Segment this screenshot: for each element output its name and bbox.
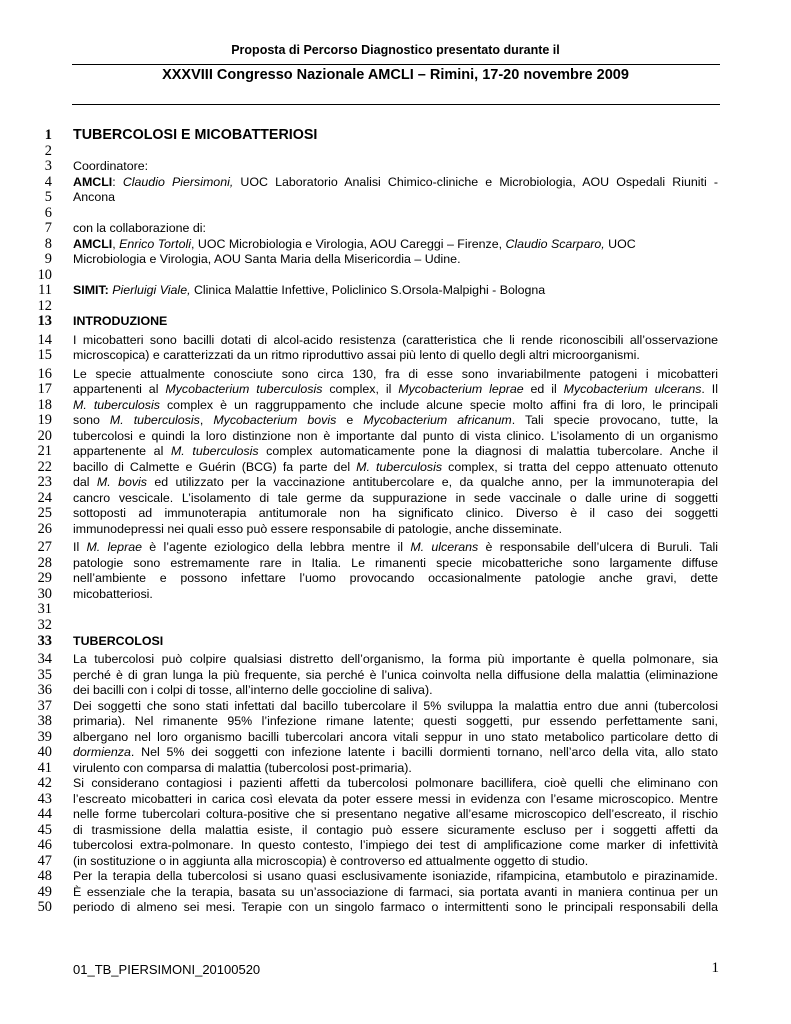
line-number: 41 [37,759,52,776]
line-text [73,367,718,383]
line-number: 50 [37,899,52,916]
text-line [0,602,791,618]
text-line [0,587,791,603]
line-number: 27 [37,539,52,556]
line-number: 37 [37,697,52,714]
text-line [0,730,791,746]
text-line [0,885,791,901]
line-number: 25 [37,505,52,522]
line-text [73,730,718,746]
line-number: 29 [37,570,52,587]
line-text [73,522,718,538]
line-text [73,382,718,398]
text-run: TUBERCOLOSI [73,633,164,648]
text-line [0,398,791,414]
text-line [0,429,791,445]
line-text [73,348,718,364]
line-number: 17 [37,381,52,398]
text-run: Ancona [73,190,116,205]
line-number: 13 [37,313,52,330]
text-run: Microbiologia e Virologia, AOU Santa Maria della Misericordia – Udine. [73,252,461,267]
text-line [0,823,791,839]
line-number: 38 [37,713,52,730]
line-number: 28 [37,554,52,571]
header-line-2: XXXVIII Congresso Nazionale AMCLI – Rimini, 17-20 novembre 2009 [162,67,629,83]
italic-text: Claudio Scarparo, [505,236,605,251]
text-line [0,683,791,699]
text-run: Coordinatore: [73,159,149,174]
line-text [73,745,718,761]
line-number: 9 [44,251,52,268]
text-run: I micobatteri sono bacilli dotati di alcol-acido resistenza (caratteristica che li rende riconoscibili all’osservazione [73,332,718,347]
text-line [0,506,791,522]
italic-text: Mycobacterium leprae [398,382,524,397]
line-number: 30 [37,585,52,602]
text-run: ed il [523,382,564,397]
italic-text: M. ulcerans [410,540,479,555]
line-text [73,823,718,839]
section-heading-line [0,634,791,650]
text-line [0,699,791,715]
text-line [0,333,791,349]
text-run: cancro vescicale. L’isolamento di tale germe da suppurazione in sede vaccinale o dalle urine di soggetti [73,490,718,505]
italic-text: M. bovis [96,475,147,490]
text-line [0,413,791,429]
text-run: complex, il [322,382,399,397]
line-text [73,634,718,650]
text-run: complex, si tratta del ceppo attenuato ottenuto [442,459,718,474]
text-line [0,900,791,916]
line-number: 36 [37,682,52,699]
italic-text: M. tuberculosis [109,413,200,428]
line-text [73,159,718,175]
text-run: Per la terapia della tubercolosi si usano quasi esclusivamente isoniazide, rifampicina, etambutolo e pirazinamide. [73,869,718,884]
text-line [0,869,791,885]
text-run: appartenente al [73,444,171,459]
text-run: Il [73,540,87,555]
line-text [73,838,718,854]
line-text [73,714,718,730]
text-line [0,159,791,175]
line-number: 11 [38,282,52,299]
text-line [0,556,791,572]
text-line [0,745,791,761]
line-text [73,491,718,507]
text-run: di trasmissione della malattia esiste, il contagio può essere sicuramente escluso per i soggetti affetti da [73,822,718,837]
text-line [0,761,791,777]
italic-text: Pierluigi Viale, [112,283,191,298]
text-line [0,252,791,268]
text-run: Dei soggetti che sono stati infettati dal bacillo tubercolare il 5% sviluppa la malattia entro due anni (tubercolosi [73,698,718,713]
line-text [73,571,718,587]
text-run: Clinica Malattie Infettive, Policlinico S.Orsola-Malpighi - Bologna [190,283,546,298]
line-text [73,807,718,823]
line-number: 34 [37,651,52,668]
line-text [73,587,718,603]
text-run: tubercolosi e quindi la loro distinzione non è importante dal punto di vista clinico. L’isolamento di un organismo [73,428,718,443]
text-run: tubercolosi extra-polmonare. In questo contesto, l’impiego dei test di amplificazione come marker di infettività [73,838,718,853]
text-run: è responsabile dell’ulcera di Buruli. Tali [478,540,719,555]
line-number: 8 [44,235,52,252]
text-run: , UOC Microbiologia e Virologia, AOU Careggi – Firenze, [190,236,506,251]
text-run: virulento con comparsa di malattia (tubercolosi post-primaria). [73,760,412,775]
line-number: 48 [37,868,52,885]
text-line [0,792,791,808]
text-run: primaria). Nel rimanente 95% l’infezione rimane latente; questi soggetti, pur essendo perfettamente sani, [73,714,718,729]
line-text [73,761,718,777]
line-number: 21 [37,443,52,460]
line-text [73,668,718,684]
italic-text: dormienza [73,745,131,760]
line-text [73,699,718,715]
text-line [0,283,791,299]
line-text [73,413,718,429]
text-run: patologie sono estremamente rare in Italia. Le rimanenti specie micobatteriche sono largamente diffuse [73,555,718,570]
text-line [0,571,791,587]
text-line [0,540,791,556]
line-text [73,900,718,916]
line-text [73,221,718,237]
text-run: dal [73,475,97,490]
line-text [73,652,718,668]
text-line [0,854,791,870]
line-text [73,252,718,268]
text-run: immunodepressi nei quali esso può essere responsabile di patologie, anche disseminate. [73,521,563,536]
text-line [0,367,791,383]
line-text [73,683,718,699]
line-number: 10 [37,266,52,283]
text-line [0,206,791,222]
text-line [0,237,791,253]
text-line [0,175,791,191]
line-number: 5 [44,189,52,206]
line-text [73,175,718,191]
line-number: 40 [37,744,52,761]
text-line [0,618,791,634]
section-heading-line [0,314,791,330]
italic-text: Claudio Piersimoni, [122,174,234,189]
footer-doc-id: 01_TB_PIERSIMONI_20100520 [73,962,261,977]
text-run: micobatteriosi. [73,586,153,601]
text-run: sono [73,413,110,428]
italic-text: Mycobacterium ulcerans [563,382,702,397]
document-body [0,128,791,916]
line-number: 14 [37,331,52,348]
line-number: 31 [37,601,52,618]
text-run: l’escreato micobatteri in carica così elevata da poter essere messi in evidenza con l’esame microscopico. Mentre [73,791,718,806]
text-run: sottoposti ad immunoterapia antitumorale non ha significato clinico. Diverso è il caso dei soggetti [73,506,718,521]
text-run: TUBERCOLOSI E MICOBATTERIOSI [73,127,318,143]
line-number: 4 [44,173,52,190]
italic-text: M. tuberculosis [356,459,443,474]
text-run: bacillo di Calmette e Guérin (BCG) fa parte del [73,459,357,474]
text-run: Si considerano contagiosi i pazienti affetti da tubercolosi polmonare bacillifera, cioè quelli che eliminano con [73,776,718,791]
bold-text: AMCLI [73,236,113,251]
text-run: dei bacilli con i colpi di tosse, all’interno delle goccioline di saliva). [73,683,433,698]
italic-text: M. tuberculosis [73,397,160,412]
text-run: (in sostituzione o in aggiunta alla microscopia) è controverso ed attualmente oggetto di studio. [73,853,589,868]
line-number: 35 [37,666,52,683]
text-line [0,714,791,730]
line-number: 20 [37,427,52,444]
text-run: INTRODUZIONE [73,314,168,329]
text-line [0,444,791,460]
header-divider-bottom [72,104,720,105]
header-line-1: Proposta di Percorso Diagnostico presentato durante il [231,43,560,57]
text-run: complex automaticamente pone la diagnosi di malattia tubercolare. Anche il [258,444,718,459]
line-number: 47 [37,852,52,869]
text-line [0,522,791,538]
line-number: 44 [37,806,52,823]
text-run: UOC [604,236,636,251]
text-run: , [112,236,120,251]
line-number: 7 [44,220,52,237]
text-run: nelle forme tubercolari coltura-positive che si presentano negative all’esame microscopico dell’escreato, il rischio [73,807,718,822]
text-line [0,776,791,792]
italic-text: Mycobacterium bovis [213,413,337,428]
text-line [0,475,791,491]
text-line [0,807,791,823]
text-line [0,838,791,854]
line-text [73,776,718,792]
line-number: 6 [44,204,52,221]
line-text [73,314,718,330]
line-text [73,460,718,476]
line-text [73,792,718,808]
text-line [0,382,791,398]
italic-text: M. tuberculosis [170,444,259,459]
text-run: nell’ambiente e possono infettare l’uomo provocando occasionalmente patologie anche gravi, dette [73,571,718,586]
line-text [73,506,718,522]
line-number: 15 [37,347,52,364]
page-number: 1 [711,960,719,976]
line-number: 33 [37,632,52,649]
line-text [73,444,718,460]
line-text [73,333,718,349]
line-number: 19 [37,412,52,429]
text-run: ed utilizzato per la vaccinazione antitubercolare e, da qualche anno, per la immunoterapia del [147,475,719,490]
bold-text: AMCLI [73,174,113,189]
italic-text: Mycobacterium tuberculosis [165,382,323,397]
text-run: Le specie attualmente conosciute sono circa 130, fra di esse sono invariabilmente patogeni i micobatteri [73,366,718,381]
text-line [0,348,791,364]
text-run: La tubercolosi può colpire qualsiasi distretto dell’organismo, la forma più importante è quella polmonare, sia [73,652,718,667]
text-run: . Il [701,382,718,397]
line-text [73,128,718,144]
text-run: con la collaborazione di: [73,221,206,236]
text-line [0,460,791,476]
text-run: , [199,413,214,428]
text-run: microscopica) e caratterizzati da un ritmo riproduttivo assai più lento di quello degli altri microorganismi. [73,348,640,363]
text-run: e [336,413,364,428]
text-line [0,221,791,237]
line-text [73,556,718,572]
line-text [73,283,718,299]
text-line [0,652,791,668]
text-line [0,190,791,206]
text-run: . Nel 5% dei soggetti con infezione latente i bacilli dormienti tornano, nell’arco della vita, allo stato [130,745,718,760]
line-text [73,190,718,206]
line-number: 1 [44,127,52,143]
line-text [73,398,718,414]
text-run: perché è di gran lunga la più frequente, sia perché è l’unica coinvolta nella diffusione della malattia (eliminazione [73,667,718,682]
text-run: . Tali specie provocano, tutte, la [511,413,719,428]
text-line [0,268,791,284]
text-run: periodo di almeno sei mesi. Terapie con un singolo farmaco o intermittenti sono le principali responsabili della [73,900,718,915]
line-number: 45 [37,821,52,838]
line-number: 18 [37,396,52,413]
line-text [73,540,718,556]
line-number: 3 [44,158,52,175]
line-number: 2 [44,142,52,159]
line-text [73,237,718,253]
line-number: 23 [37,474,52,491]
text-run: complex è un raggruppamento che include alcune specie molto affini fra di loro, le principali [159,397,718,412]
text-line [0,668,791,684]
line-number: 42 [37,775,52,792]
line-number: 39 [37,728,52,745]
text-run: È essenziale che la terapia, basata su un’associazione di farmaci, sia portata avanti in maniera continua per un [73,884,718,899]
line-number: 24 [37,489,52,506]
document-title-line [0,128,791,144]
text-run: UOC Laboratorio Analisi Chimico-cliniche e Microbiologia, AOU Ospedali Riuniti - [233,174,718,189]
line-number: 32 [37,616,52,633]
line-number: 12 [37,297,52,314]
line-number: 26 [37,520,52,537]
line-number: 49 [37,883,52,900]
line-text [73,429,718,445]
text-run: appartenenti al [73,382,166,397]
line-text [73,854,718,870]
text-line [0,491,791,507]
line-text [73,475,718,491]
text-run: è l’agente eziologico della lebbra mentre il [141,540,411,555]
line-number: 22 [37,458,52,475]
line-number: 43 [37,790,52,807]
text-line [0,144,791,160]
line-text [73,885,718,901]
italic-text: M. leprae [86,540,142,555]
text-run: : [112,174,123,189]
italic-text: Mycobacterium africanum [363,413,512,428]
text-run: albergano nel loro organismo bacilli tubercolari ancora vitali seppur in uno stato metabolico particolare detto di [73,729,718,744]
bold-text: SIMIT: [73,283,113,298]
italic-text: Enrico Tortoli [119,236,191,251]
text-line [0,299,791,315]
line-number: 46 [37,837,52,854]
line-text [73,869,718,885]
header-divider-top [72,64,720,65]
line-number: 16 [37,365,52,382]
